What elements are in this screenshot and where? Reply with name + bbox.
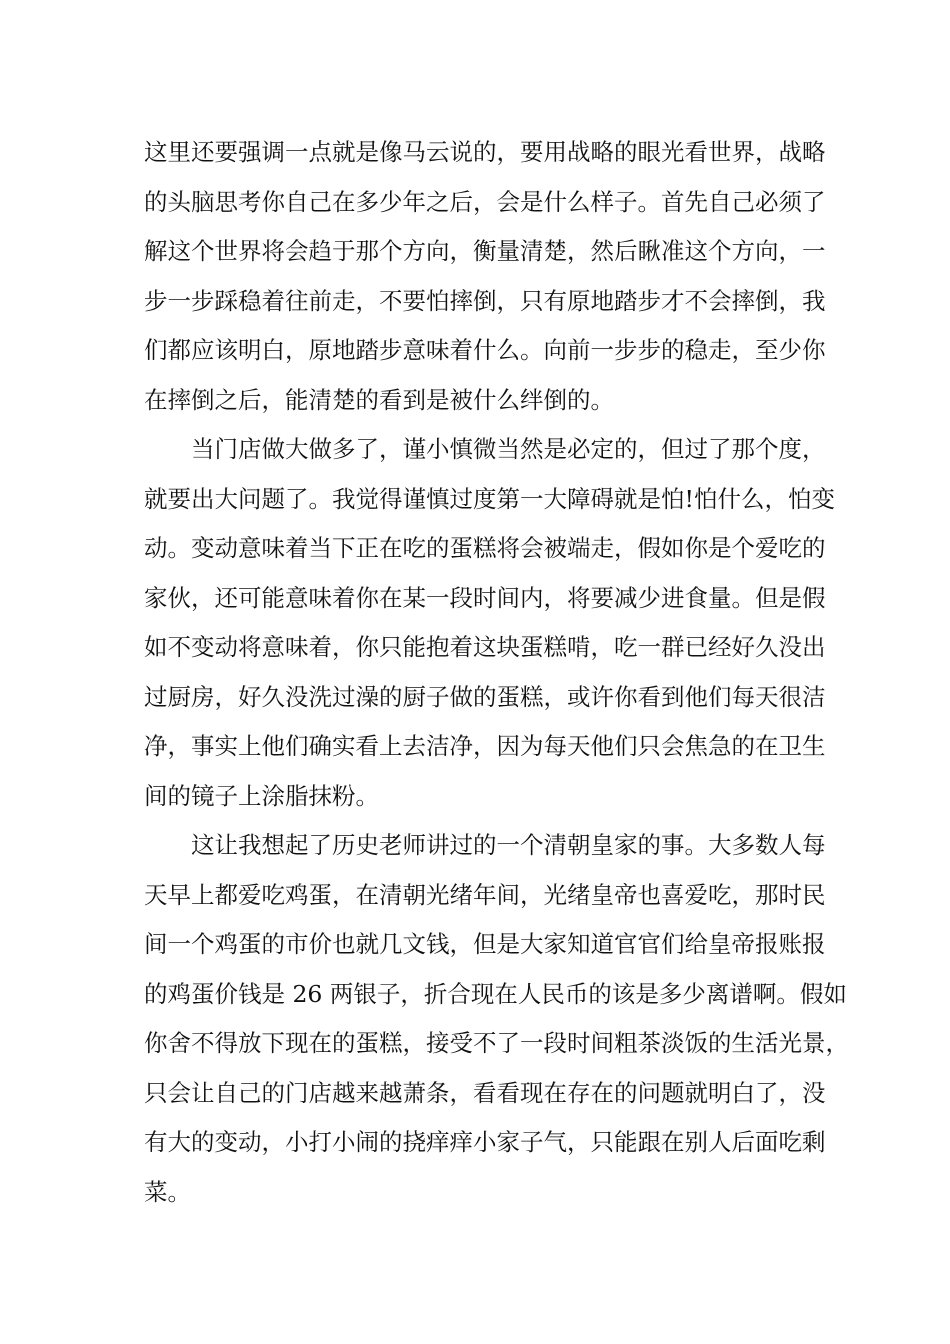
paragraph-3 <box>144 821 849 1217</box>
text-line: 这里还要强调一点就是像马云说的，要用战略的眼光看世界，战略 <box>144 138 826 166</box>
text-line: 间一个鸡蛋的市价也就几文钱，但是大家知道官官们给皇帝报账报 <box>144 930 826 958</box>
paragraph-1 <box>144 128 826 425</box>
text-line: 过厨房，好久没洗过澡的厨子做的蛋糕，或许你看到他们每天很洁 <box>144 682 826 711</box>
text-line: 间的镜子上涂脂抹粉。 <box>144 781 379 810</box>
text-line: 的头脑思考你自己在多少年之后，会是什么样子。首先自己必须了 <box>144 187 826 216</box>
text-line: 你舍不得放下现在的蛋糕，接受不了一段时间粗茶淡饭的生活光景， <box>144 1029 849 1057</box>
text-line: 净，事实上他们确实看上去洁净，因为每天他们只会焦急的在卫生 <box>144 732 826 760</box>
text-line: 菜。 <box>144 1177 191 1206</box>
text-line: 天早上都爱吃鸡蛋，在清朝光绪年间，光绪皇帝也喜爱吃，那时民 <box>144 880 826 909</box>
text-line: 步一步踩稳着往前走，不要怕摔倒，只有原地踏步才不会摔倒，我 <box>144 286 826 315</box>
text-line: 的鸡蛋价钱是 26 两银子，折合现在人民币的该是多少离谱啊。假如 <box>144 979 847 1008</box>
text-line: 动。变动意味着当下正在吃的蛋糕将会被端走，假如你是个爱吃的 <box>144 534 826 562</box>
text-line: 只会让自己的门店越来越萧条，看看现在存在的问题就明白了，没 <box>144 1078 826 1107</box>
text-line: 们都应该明白，原地踏步意味着什么。向前一步步的稳走，至少你 <box>144 336 826 364</box>
text-line: 在摔倒之后，能清楚的看到是被什么绊倒的。 <box>144 385 614 414</box>
text-line: 解这个世界将会趋于那个方向，衡量清楚，然后瞅准这个方向，一 <box>144 237 826 265</box>
text-line: 就要出大问题了。我觉得谨慎过度第一大障碍就是怕!怕什么，怕变 <box>144 484 835 513</box>
text-line: 这让我想起了历史老师讲过的一个清朝皇家的事。大多数人每 <box>191 831 826 859</box>
text-line: 有大的变动，小打小闹的挠痒痒小家子气，只能跟在别人后面吃剩 <box>144 1128 826 1156</box>
text-line: 如不变动将意味着，你只能抱着这块蛋糕啃，吃一群已经好久没出 <box>144 633 826 661</box>
text-line: 当门店做大做多了，谨小慎微当然是必定的，但过了那个度， <box>191 435 826 463</box>
body-text <box>144 128 849 1217</box>
text-line: 家伙，还可能意味着你在某一段时间内，将要减少进食量。但是假 <box>144 583 826 612</box>
paragraph-2 <box>144 425 835 821</box>
